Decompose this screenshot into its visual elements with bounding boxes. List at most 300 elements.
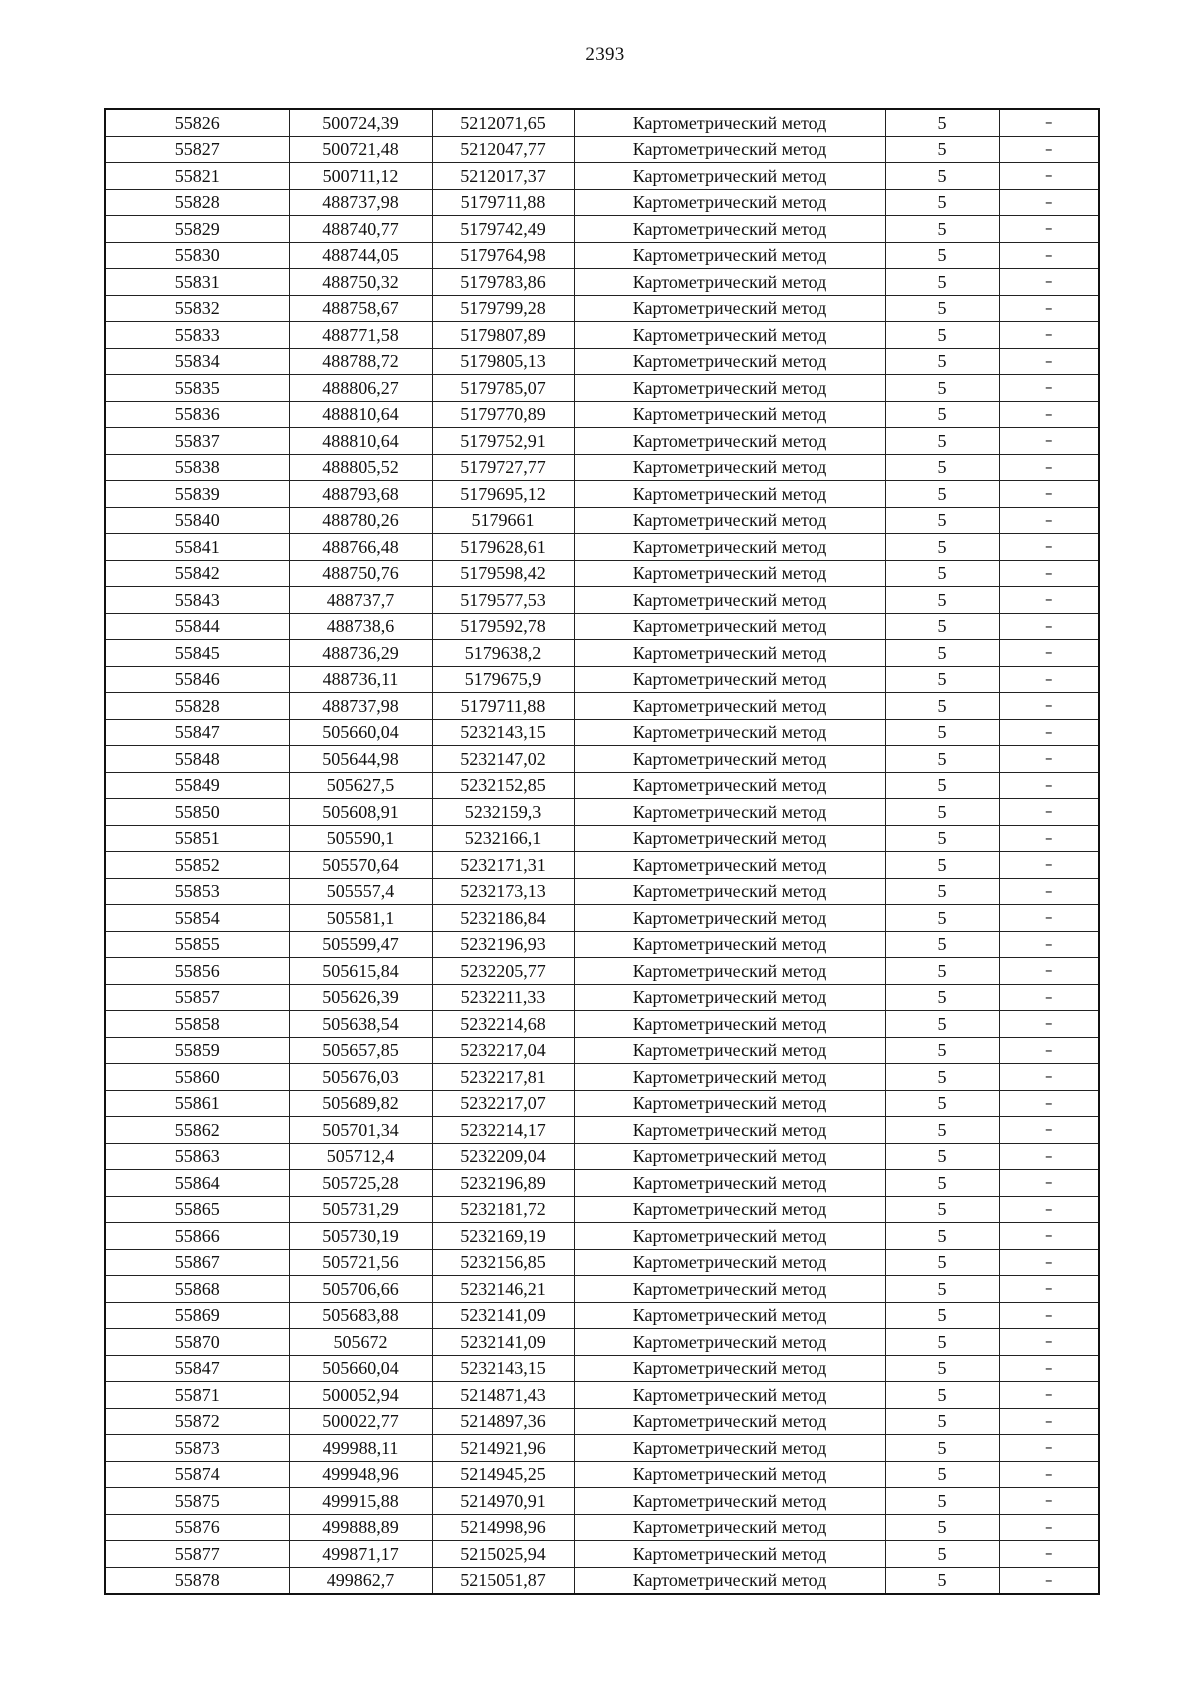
- description-cell: –: [999, 1276, 1099, 1303]
- point-number-cell: 55831: [105, 269, 289, 296]
- method-cell: Картометрический метод: [574, 1355, 885, 1382]
- table-row: [105, 1382, 1099, 1409]
- x-coordinate-cell: 488737,7: [289, 587, 432, 614]
- table-row: [105, 216, 1099, 243]
- description-cell: –: [999, 719, 1099, 746]
- accuracy-cell: 5: [885, 189, 999, 216]
- description-cell: –: [999, 825, 1099, 852]
- y-coordinate-cell: 5179770,89: [432, 401, 574, 428]
- description-cell: –: [999, 852, 1099, 879]
- method-cell: Картометрический метод: [574, 1117, 885, 1144]
- x-coordinate-cell: 505689,82: [289, 1090, 432, 1117]
- x-coordinate-cell: 488766,48: [289, 534, 432, 561]
- y-coordinate-cell: 5212071,65: [432, 109, 574, 136]
- description-cell: –: [999, 216, 1099, 243]
- x-coordinate-cell: 488758,67: [289, 295, 432, 322]
- accuracy-cell: 5: [885, 958, 999, 985]
- y-coordinate-cell: 5232152,85: [432, 772, 574, 799]
- description-cell: –: [999, 1249, 1099, 1276]
- point-number-cell: 55851: [105, 825, 289, 852]
- method-cell: Картометрический метод: [574, 746, 885, 773]
- accuracy-cell: 5: [885, 322, 999, 349]
- y-coordinate-cell: 5232141,09: [432, 1302, 574, 1329]
- point-number-cell: 55847: [105, 719, 289, 746]
- table-row: [105, 719, 1099, 746]
- y-coordinate-cell: 5179742,49: [432, 216, 574, 243]
- y-coordinate-cell: 5179785,07: [432, 375, 574, 402]
- table-row: [105, 1090, 1099, 1117]
- description-cell: –: [999, 401, 1099, 428]
- point-number-cell: 55864: [105, 1170, 289, 1197]
- x-coordinate-cell: 505672: [289, 1329, 432, 1356]
- point-number-cell: 55841: [105, 534, 289, 561]
- table-row: [105, 428, 1099, 455]
- accuracy-cell: 5: [885, 1408, 999, 1435]
- accuracy-cell: 5: [885, 772, 999, 799]
- table-row: [105, 1461, 1099, 1488]
- description-cell: –: [999, 269, 1099, 296]
- table-row: [105, 693, 1099, 720]
- point-number-cell: 55837: [105, 428, 289, 455]
- table-row: [105, 878, 1099, 905]
- method-cell: Картометрический метод: [574, 1090, 885, 1117]
- point-number-cell: 55826: [105, 109, 289, 136]
- y-coordinate-cell: 5232141,09: [432, 1329, 574, 1356]
- accuracy-cell: 5: [885, 1541, 999, 1568]
- accuracy-cell: 5: [885, 1223, 999, 1250]
- description-cell: –: [999, 1514, 1099, 1541]
- x-coordinate-cell: 488793,68: [289, 481, 432, 508]
- point-number-cell: 55827: [105, 136, 289, 163]
- y-coordinate-cell: 5179592,78: [432, 613, 574, 640]
- method-cell: Картометрический метод: [574, 269, 885, 296]
- method-cell: Картометрический метод: [574, 401, 885, 428]
- y-coordinate-cell: 5232143,15: [432, 1355, 574, 1382]
- point-number-cell: 55869: [105, 1302, 289, 1329]
- x-coordinate-cell: 488810,64: [289, 428, 432, 455]
- accuracy-cell: 5: [885, 507, 999, 534]
- method-cell: Картометрический метод: [574, 905, 885, 932]
- accuracy-cell: 5: [885, 719, 999, 746]
- table-row: [105, 1037, 1099, 1064]
- x-coordinate-cell: 505570,64: [289, 852, 432, 879]
- method-cell: Картометрический метод: [574, 348, 885, 375]
- accuracy-cell: 5: [885, 481, 999, 508]
- x-coordinate-cell: 499871,17: [289, 1541, 432, 1568]
- x-coordinate-cell: 500711,12: [289, 163, 432, 190]
- x-coordinate-cell: 499988,11: [289, 1435, 432, 1462]
- y-coordinate-cell: 5179727,77: [432, 454, 574, 481]
- description-cell: –: [999, 1037, 1099, 1064]
- table-row: [105, 1435, 1099, 1462]
- description-cell: –: [999, 1355, 1099, 1382]
- page-number: 2393: [585, 44, 625, 65]
- y-coordinate-cell: 5232217,07: [432, 1090, 574, 1117]
- x-coordinate-cell: 500022,77: [289, 1408, 432, 1435]
- accuracy-cell: 5: [885, 401, 999, 428]
- method-cell: Картометрический метод: [574, 587, 885, 614]
- y-coordinate-cell: 5179675,9: [432, 666, 574, 693]
- description-cell: –: [999, 109, 1099, 136]
- y-coordinate-cell: 5232159,3: [432, 799, 574, 826]
- x-coordinate-cell: 505615,84: [289, 958, 432, 985]
- table-row: [105, 1355, 1099, 1382]
- description-cell: –: [999, 931, 1099, 958]
- y-coordinate-cell: 5232147,02: [432, 746, 574, 773]
- table-row: [105, 189, 1099, 216]
- description-cell: –: [999, 1090, 1099, 1117]
- point-number-cell: 55863: [105, 1143, 289, 1170]
- y-coordinate-cell: 5179752,91: [432, 428, 574, 455]
- description-cell: –: [999, 534, 1099, 561]
- y-coordinate-cell: 5232217,81: [432, 1064, 574, 1091]
- method-cell: Картометрический метод: [574, 878, 885, 905]
- x-coordinate-cell: 505599,47: [289, 931, 432, 958]
- method-cell: Картометрический метод: [574, 534, 885, 561]
- x-coordinate-cell: 505581,1: [289, 905, 432, 932]
- table-row: [105, 1064, 1099, 1091]
- point-number-cell: 55832: [105, 295, 289, 322]
- x-coordinate-cell: 488744,05: [289, 242, 432, 269]
- method-cell: Картометрический метод: [574, 1382, 885, 1409]
- description-cell: –: [999, 613, 1099, 640]
- table-row: [105, 825, 1099, 852]
- point-number-cell: 55835: [105, 375, 289, 402]
- y-coordinate-cell: 5232146,21: [432, 1276, 574, 1303]
- method-cell: Картометрический метод: [574, 984, 885, 1011]
- accuracy-cell: 5: [885, 534, 999, 561]
- method-cell: Картометрический метод: [574, 825, 885, 852]
- table-row: [105, 1196, 1099, 1223]
- method-cell: Картометрический метод: [574, 931, 885, 958]
- accuracy-cell: 5: [885, 1090, 999, 1117]
- accuracy-cell: 5: [885, 269, 999, 296]
- point-number-cell: 55855: [105, 931, 289, 958]
- x-coordinate-cell: 505644,98: [289, 746, 432, 773]
- x-coordinate-cell: 488780,26: [289, 507, 432, 534]
- table-row: [105, 984, 1099, 1011]
- point-number-cell: 55834: [105, 348, 289, 375]
- y-coordinate-cell: 5179598,42: [432, 560, 574, 587]
- accuracy-cell: 5: [885, 454, 999, 481]
- point-number-cell: 55844: [105, 613, 289, 640]
- point-number-cell: 55859: [105, 1037, 289, 1064]
- accuracy-cell: 5: [885, 163, 999, 190]
- description-cell: –: [999, 428, 1099, 455]
- accuracy-cell: 5: [885, 348, 999, 375]
- accuracy-cell: 5: [885, 613, 999, 640]
- table-row: [105, 534, 1099, 561]
- x-coordinate-cell: 505638,54: [289, 1011, 432, 1038]
- y-coordinate-cell: 5179799,28: [432, 295, 574, 322]
- x-coordinate-cell: 505721,56: [289, 1249, 432, 1276]
- description-cell: –: [999, 189, 1099, 216]
- table-row: [105, 109, 1099, 136]
- accuracy-cell: 5: [885, 1011, 999, 1038]
- description-cell: –: [999, 666, 1099, 693]
- accuracy-cell: 5: [885, 560, 999, 587]
- description-cell: –: [999, 984, 1099, 1011]
- point-number-cell: 55871: [105, 1382, 289, 1409]
- table-row: [105, 242, 1099, 269]
- point-number-cell: 55866: [105, 1223, 289, 1250]
- point-number-cell: 55865: [105, 1196, 289, 1223]
- y-coordinate-cell: 5179807,89: [432, 322, 574, 349]
- point-number-cell: 55870: [105, 1329, 289, 1356]
- x-coordinate-cell: 488737,98: [289, 189, 432, 216]
- table-row: [105, 852, 1099, 879]
- point-number-cell: 55873: [105, 1435, 289, 1462]
- accuracy-cell: 5: [885, 1143, 999, 1170]
- description-cell: –: [999, 1435, 1099, 1462]
- description-cell: –: [999, 905, 1099, 932]
- table-row: [105, 905, 1099, 932]
- description-cell: –: [999, 799, 1099, 826]
- table-row: [105, 322, 1099, 349]
- x-coordinate-cell: 505731,29: [289, 1196, 432, 1223]
- x-coordinate-cell: 505730,19: [289, 1223, 432, 1250]
- accuracy-cell: 5: [885, 1064, 999, 1091]
- x-coordinate-cell: 505676,03: [289, 1064, 432, 1091]
- x-coordinate-cell: 488750,32: [289, 269, 432, 296]
- method-cell: Картометрический метод: [574, 1329, 885, 1356]
- y-coordinate-cell: 5232173,13: [432, 878, 574, 905]
- y-coordinate-cell: 5179638,2: [432, 640, 574, 667]
- point-number-cell: 55842: [105, 560, 289, 587]
- point-number-cell: 55878: [105, 1567, 289, 1594]
- point-number-cell: 55838: [105, 454, 289, 481]
- table-row: [105, 958, 1099, 985]
- table-row: [105, 1011, 1099, 1038]
- description-cell: –: [999, 1064, 1099, 1091]
- table-row: [105, 375, 1099, 402]
- y-coordinate-cell: 5214970,91: [432, 1488, 574, 1515]
- point-number-cell: 55845: [105, 640, 289, 667]
- method-cell: Картометрический метод: [574, 719, 885, 746]
- x-coordinate-cell: 488740,77: [289, 216, 432, 243]
- y-coordinate-cell: 5232214,17: [432, 1117, 574, 1144]
- accuracy-cell: 5: [885, 1382, 999, 1409]
- point-number-cell: 55836: [105, 401, 289, 428]
- method-cell: Картометрический метод: [574, 1488, 885, 1515]
- x-coordinate-cell: 505660,04: [289, 719, 432, 746]
- accuracy-cell: 5: [885, 1249, 999, 1276]
- accuracy-cell: 5: [885, 640, 999, 667]
- method-cell: Картометрический метод: [574, 507, 885, 534]
- description-cell: –: [999, 1302, 1099, 1329]
- x-coordinate-cell: 499915,88: [289, 1488, 432, 1515]
- table-row: [105, 1514, 1099, 1541]
- point-number-cell: 55852: [105, 852, 289, 879]
- method-cell: Картометрический метод: [574, 958, 885, 985]
- description-cell: –: [999, 772, 1099, 799]
- description-cell: –: [999, 878, 1099, 905]
- y-coordinate-cell: 5232156,85: [432, 1249, 574, 1276]
- point-number-cell: 55833: [105, 322, 289, 349]
- accuracy-cell: 5: [885, 1329, 999, 1356]
- accuracy-cell: 5: [885, 587, 999, 614]
- method-cell: Картометрический метод: [574, 772, 885, 799]
- y-coordinate-cell: 5214921,96: [432, 1435, 574, 1462]
- table-row: [105, 1276, 1099, 1303]
- description-cell: –: [999, 348, 1099, 375]
- point-number-cell: 55843: [105, 587, 289, 614]
- table-row: [105, 163, 1099, 190]
- point-number-cell: 55853: [105, 878, 289, 905]
- y-coordinate-cell: 5214945,25: [432, 1461, 574, 1488]
- point-number-cell: 55874: [105, 1461, 289, 1488]
- accuracy-cell: 5: [885, 1567, 999, 1594]
- point-number-cell: 55830: [105, 242, 289, 269]
- method-cell: Картометрический метод: [574, 1223, 885, 1250]
- point-number-cell: 55839: [105, 481, 289, 508]
- table-row: [105, 1117, 1099, 1144]
- y-coordinate-cell: 5215025,94: [432, 1541, 574, 1568]
- description-cell: –: [999, 1170, 1099, 1197]
- y-coordinate-cell: 5232171,31: [432, 852, 574, 879]
- point-number-cell: 55861: [105, 1090, 289, 1117]
- point-number-cell: 55849: [105, 772, 289, 799]
- method-cell: Картометрический метод: [574, 189, 885, 216]
- method-cell: Картометрический метод: [574, 1461, 885, 1488]
- description-cell: –: [999, 1382, 1099, 1409]
- point-number-cell: 55850: [105, 799, 289, 826]
- accuracy-cell: 5: [885, 216, 999, 243]
- description-cell: –: [999, 322, 1099, 349]
- point-number-cell: 55858: [105, 1011, 289, 1038]
- description-cell: –: [999, 295, 1099, 322]
- method-cell: Картометрический метод: [574, 613, 885, 640]
- point-number-cell: 55840: [105, 507, 289, 534]
- method-cell: Картометрический метод: [574, 1037, 885, 1064]
- y-coordinate-cell: 5232205,77: [432, 958, 574, 985]
- table-row: [105, 1541, 1099, 1568]
- method-cell: Картометрический метод: [574, 1567, 885, 1594]
- x-coordinate-cell: 499888,89: [289, 1514, 432, 1541]
- method-cell: Картометрический метод: [574, 1302, 885, 1329]
- accuracy-cell: 5: [885, 136, 999, 163]
- description-cell: –: [999, 958, 1099, 985]
- method-cell: Картометрический метод: [574, 481, 885, 508]
- x-coordinate-cell: 505683,88: [289, 1302, 432, 1329]
- accuracy-cell: 5: [885, 799, 999, 826]
- accuracy-cell: 5: [885, 746, 999, 773]
- table-row: [105, 799, 1099, 826]
- description-cell: –: [999, 693, 1099, 720]
- y-coordinate-cell: 5214998,96: [432, 1514, 574, 1541]
- table-row: [105, 269, 1099, 296]
- method-cell: Картометрический метод: [574, 375, 885, 402]
- accuracy-cell: 5: [885, 825, 999, 852]
- method-cell: Картометрический метод: [574, 693, 885, 720]
- x-coordinate-cell: 488736,11: [289, 666, 432, 693]
- x-coordinate-cell: 488810,64: [289, 401, 432, 428]
- description-cell: –: [999, 1329, 1099, 1356]
- method-cell: Картометрический метод: [574, 852, 885, 879]
- description-cell: –: [999, 507, 1099, 534]
- y-coordinate-cell: 5179695,12: [432, 481, 574, 508]
- description-cell: –: [999, 1488, 1099, 1515]
- table-row: [105, 401, 1099, 428]
- description-cell: –: [999, 1143, 1099, 1170]
- method-cell: Картометрический метод: [574, 1408, 885, 1435]
- method-cell: Картометрический метод: [574, 322, 885, 349]
- description-cell: –: [999, 136, 1099, 163]
- table-row: [105, 507, 1099, 534]
- y-coordinate-cell: 5179628,61: [432, 534, 574, 561]
- description-cell: –: [999, 163, 1099, 190]
- y-coordinate-cell: 5179764,98: [432, 242, 574, 269]
- table-row: [105, 587, 1099, 614]
- method-cell: Картометрический метод: [574, 216, 885, 243]
- description-cell: –: [999, 1223, 1099, 1250]
- table-row: [105, 1223, 1099, 1250]
- x-coordinate-cell: 499862,7: [289, 1567, 432, 1594]
- point-number-cell: 55872: [105, 1408, 289, 1435]
- point-number-cell: 55829: [105, 216, 289, 243]
- method-cell: Картометрический метод: [574, 163, 885, 190]
- x-coordinate-cell: 505557,4: [289, 878, 432, 905]
- description-cell: –: [999, 481, 1099, 508]
- accuracy-cell: 5: [885, 905, 999, 932]
- point-number-cell: 55828: [105, 189, 289, 216]
- description-cell: –: [999, 746, 1099, 773]
- point-number-cell: 55856: [105, 958, 289, 985]
- x-coordinate-cell: 505725,28: [289, 1170, 432, 1197]
- y-coordinate-cell: 5179661: [432, 507, 574, 534]
- description-cell: –: [999, 1461, 1099, 1488]
- method-cell: Картометрический метод: [574, 295, 885, 322]
- y-coordinate-cell: 5232214,68: [432, 1011, 574, 1038]
- coordinates-table: [104, 108, 1100, 1595]
- point-number-cell: 55876: [105, 1514, 289, 1541]
- x-coordinate-cell: 505626,39: [289, 984, 432, 1011]
- x-coordinate-cell: 505660,04: [289, 1355, 432, 1382]
- method-cell: Картометрический метод: [574, 1541, 885, 1568]
- table-row: [105, 1170, 1099, 1197]
- method-cell: Картометрический метод: [574, 560, 885, 587]
- x-coordinate-cell: 488737,98: [289, 693, 432, 720]
- table-row: [105, 931, 1099, 958]
- method-cell: Картометрический метод: [574, 454, 885, 481]
- x-coordinate-cell: 505701,34: [289, 1117, 432, 1144]
- table-row: [105, 295, 1099, 322]
- description-cell: –: [999, 1011, 1099, 1038]
- accuracy-cell: 5: [885, 1276, 999, 1303]
- x-coordinate-cell: 488738,6: [289, 613, 432, 640]
- accuracy-cell: 5: [885, 1488, 999, 1515]
- description-cell: –: [999, 1541, 1099, 1568]
- point-number-cell: 55857: [105, 984, 289, 1011]
- table-row: [105, 560, 1099, 587]
- accuracy-cell: 5: [885, 1435, 999, 1462]
- y-coordinate-cell: 5179805,13: [432, 348, 574, 375]
- accuracy-cell: 5: [885, 1117, 999, 1144]
- accuracy-cell: 5: [885, 852, 999, 879]
- y-coordinate-cell: 5232211,33: [432, 984, 574, 1011]
- method-cell: Картометрический метод: [574, 640, 885, 667]
- description-cell: –: [999, 1117, 1099, 1144]
- y-coordinate-cell: 5214897,36: [432, 1408, 574, 1435]
- method-cell: Картометрический метод: [574, 666, 885, 693]
- table-row: [105, 1249, 1099, 1276]
- accuracy-cell: 5: [885, 375, 999, 402]
- accuracy-cell: 5: [885, 1037, 999, 1064]
- y-coordinate-cell: 5232186,84: [432, 905, 574, 932]
- y-coordinate-cell: 5179711,88: [432, 189, 574, 216]
- x-coordinate-cell: 488736,29: [289, 640, 432, 667]
- method-cell: Картометрический метод: [574, 242, 885, 269]
